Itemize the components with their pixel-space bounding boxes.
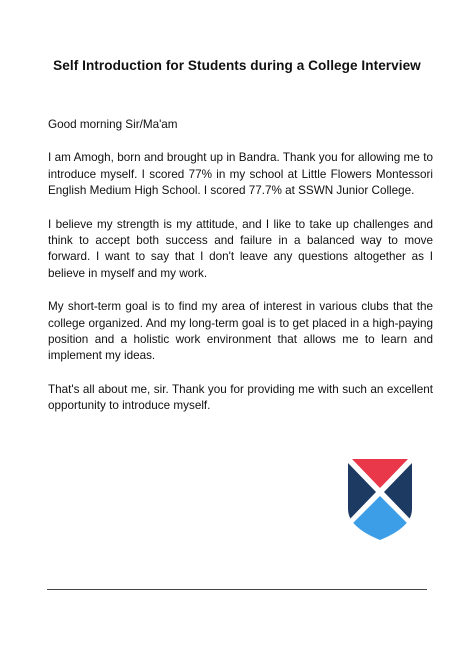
goals-paragraph: My short-term goal is to find my area of interest in various clubs that the college organized. And my long-term goal is to get placed in a high-paying position and a holistic work environment that allows me to learn and implement my ideas. [48,300,433,363]
document-body [48,117,433,432]
intro-paragraph: I am Amogh, born and brought up in Bandra. Thank you for allowing me to introduce myself. I scored 77% in my school at Little Flowers Montessori English Medium High School. I scored 77.7% at SSWN Junior College. [48,151,433,198]
shield-x-crest-icon [347,457,413,541]
closing-paragraph: That's all about me, sir. Thank you for providing me with such an excellent opportunity to introduce myself. [48,382,433,413]
footer-divider [47,589,427,590]
greeting-paragraph: Good morning Sir/Ma'am [48,118,178,131]
strength-paragraph: I believe my strength is my attitude, and I like to take up challenges and think to accept both success and failure in a balanced way to move forward. I want to say that I don't leave any questions altogether as I believe in myself and my work. [48,217,433,280]
document-title: Self Introduction for Students during a College Interview [53,58,421,73]
